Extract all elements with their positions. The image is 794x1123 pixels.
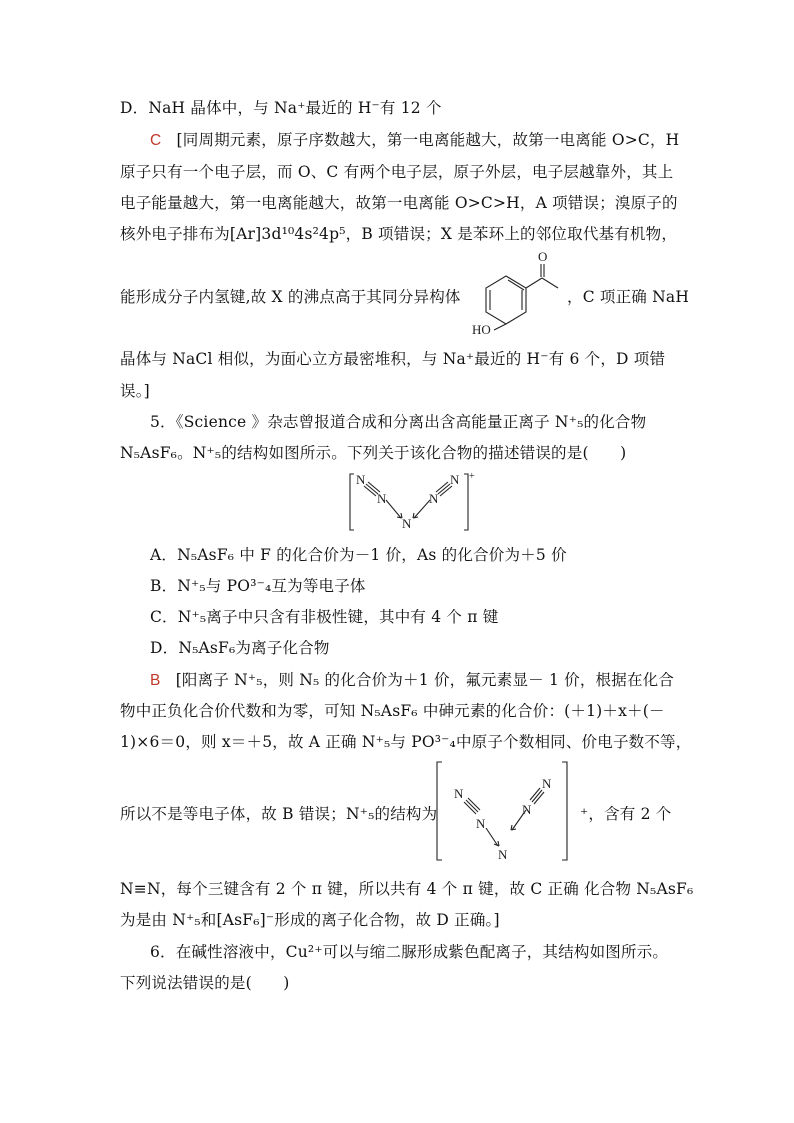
cation-charge: + (469, 471, 475, 482)
q4-explanation-line-3: 电子能量越大，第一电离能越大，故第一电离能 O>C>H，A 项错误；溴原子的 (120, 194, 678, 212)
q4-explanation-line-4: 核外电子排布为[Ar]3d¹⁰4s²4p⁵，B 项错误；X 是苯环上的邻位取代基有机物， (120, 225, 678, 243)
n-atom-2: N (476, 816, 486, 831)
n-atom-3: N (402, 516, 412, 531)
q5-option-d: D．N₅AsF₆为离子化合物 (150, 639, 330, 657)
q5-explanation-line-3: 1)×6＝0，则 x＝＋5，故 A 正确 N⁺₅与 PO³⁻₄中原子个数相同、价电子数不等， (120, 733, 692, 751)
n-atom-1: N (454, 786, 464, 801)
left-bracket (437, 762, 442, 860)
q4-explanation-line-7: 误。] (120, 382, 150, 400)
q4-exp-text-1: [同周期元素，原子序数越大，第一电离能越大，故第一电离能 O>C，H (176, 131, 680, 149)
carbonyl-oxygen-label: O (538, 249, 548, 264)
q5-option-a: A．N₅AsF₆ 中 F 的化合价为－1 价，As 的化合价为＋5 价 (150, 546, 567, 564)
q5-option-b: B．N⁺₅与 PO³⁻₄互为等电子体 (150, 577, 366, 595)
left-bracket (350, 474, 354, 530)
hydroxyl-bond (494, 324, 506, 330)
q5-exp-text-1: [阳离子 N⁺₅，则 N₅ 的化合价为＋1 价，氟元素显－ 1 价，根据在化合 (175, 671, 675, 689)
n5-cation-structure (346, 470, 476, 534)
benzene-ring (486, 276, 526, 324)
q5-answer-letter: B (150, 672, 161, 689)
n-atom-2: N (377, 491, 387, 506)
q4-option-d: D．NaH 晶体中，与 Na⁺最近的 H⁻有 12 个 (120, 99, 442, 117)
q4-explanation-line-5b: ，C 项正确 NaH (567, 288, 690, 306)
q4-explanation-line-5a: 能形成分子内氢键,故 X 的沸点高于其同分异构体 (120, 288, 461, 306)
right-bracket (464, 474, 468, 530)
q6-stem-line-1: 6．在碱性溶液中，Cu²⁺可以与缩二脲形成紫色配离子，其结构如图所示。 (150, 943, 669, 961)
q5-explanation-line-5: N≡N，每个三键含有 2 个 π 键，所以共有 4 个 π 键，故 C 正确 化合物 N₅AsF₆ (120, 880, 694, 898)
n5-cation-structure-large (434, 758, 584, 864)
q4-explanation-line-2: 原子只有一个电子层，而 O、C 有两个电子层，原子外层，电子层越靠外，其上 (120, 163, 674, 181)
carbonyl-carbon-bond (526, 278, 542, 288)
q5-explanation-line-2: 物中正负化合价代数和为零，可知 N₅AsF₆ 中砷元素的化合价：(＋1)＋x＋(－ (120, 702, 665, 720)
n-atom-4: N (522, 802, 532, 817)
q4-explanation-line-1 (150, 128, 679, 150)
q5-option-c: C．N⁺₅离子中只含有非极性键，其中有 4 个 π 键 (150, 608, 499, 626)
methyl-bond (542, 278, 558, 288)
right-bracket (562, 762, 567, 860)
q5-stem-line-1: 5．《Science 》杂志曾报道合成和分离出含高能量正离子 N⁺₅的化合物 (150, 413, 647, 431)
hydroxyl-label: HO (472, 322, 491, 337)
n-atom-5: N (450, 472, 460, 487)
q6-stem-line-2: 下列说法错误的是( ) (120, 974, 290, 992)
q4-answer-letter: C (150, 132, 162, 149)
n-atom-5: N (542, 776, 552, 791)
q4-explanation-line-6: 晶体与 NaCl 相似，为面心立方最密堆积，与 Na⁺最近的 H⁻有 6 个，D 项错 (120, 350, 666, 368)
n-atom-1: N (356, 472, 366, 487)
q5-explanation-line-1 (150, 668, 674, 690)
q5-stem-line-2: N₅AsF₆。N⁺₅的结构如图所示。下列关于该化合物的描述错误的是( ) (120, 444, 627, 462)
q5-explanation-line-4a: 所以不是等电子体，故 B 错误；N⁺₅的结构为 (120, 805, 438, 823)
q5-explanation-line-6: 为是由 N⁺₅和[AsF₆]⁻形成的离子化合物，故 D 正确。] (120, 911, 500, 929)
n-atom-4: N (429, 491, 439, 506)
q5-explanation-line-4b: ⁺，含有 2 个 (580, 805, 672, 823)
n-atom-3: N (498, 847, 508, 862)
hydroxyacetophenone-structure (468, 248, 568, 338)
